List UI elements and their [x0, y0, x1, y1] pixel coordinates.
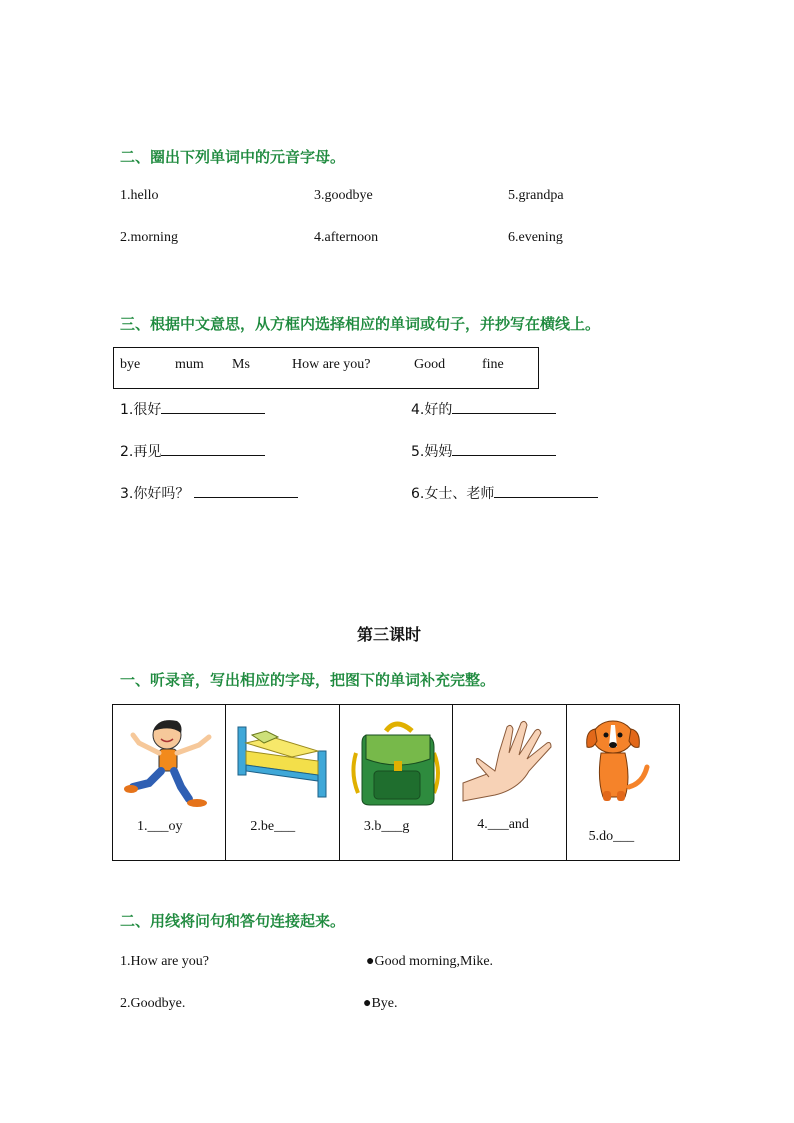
word-choice-box	[113, 347, 539, 389]
answer-2[interactable]: ●Bye.	[363, 996, 398, 1011]
word-label-4: 4.___and	[477, 817, 529, 832]
word-label-2: 2.be___	[250, 819, 296, 834]
lesson3-part1-heading: 一、听录音，写出相应的字母，把图下的单词补充完整。	[120, 671, 496, 689]
vowel-word-1: 1.hello	[120, 188, 159, 203]
picture-cell-boy	[113, 705, 226, 860]
answer-blank[interactable]	[194, 483, 298, 498]
answer-blank[interactable]	[452, 399, 556, 414]
translate-item-2	[120, 441, 265, 461]
translate-item-1	[120, 399, 265, 419]
box-word: mum	[175, 357, 204, 372]
translate-item-3	[120, 483, 298, 503]
translate-item-label: 3.你好吗？	[120, 486, 190, 502]
box-word: How are you?	[292, 357, 371, 372]
question-2: 2.Goodbye.	[120, 996, 186, 1011]
vowel-word-6: 6.evening	[508, 230, 563, 245]
answer-blank[interactable]	[161, 399, 265, 414]
translate-item-label: 2.再见	[120, 444, 162, 460]
vowel-word-3: 3.goodbye	[314, 188, 373, 203]
word-label-3: 3.b___g	[363, 819, 410, 834]
picture-cell-hand	[453, 705, 566, 860]
vowel-word-5: 5.grandpa	[508, 188, 564, 203]
translate-item-4	[411, 399, 556, 419]
hand-icon	[459, 713, 559, 813]
box-word: fine	[482, 357, 504, 372]
vowel-word-2: 2.morning	[120, 230, 178, 245]
picture-cell-bed	[226, 705, 339, 860]
box-word: Good	[414, 357, 446, 372]
vowel-word-4: 4.afternoon	[314, 230, 379, 245]
answer-blank[interactable]	[452, 441, 556, 456]
lesson3-part2-heading: 二、用线将问句和答句连接起来。	[120, 912, 346, 930]
boy-icon	[119, 713, 219, 813]
word-label-1: 1.___oy	[137, 819, 183, 834]
question-1: 1.How are you?	[120, 954, 210, 969]
picture-table	[112, 704, 680, 861]
box-word: Ms	[232, 357, 250, 372]
dog-icon	[573, 713, 673, 813]
translate-item-label: 1.很好	[120, 402, 162, 418]
bag-icon	[346, 713, 446, 813]
answer-blank[interactable]	[161, 441, 265, 456]
bed-icon	[232, 713, 332, 813]
translate-item-6	[411, 483, 598, 503]
section-3-heading: 三、根据中文意思，从方框内选择相应的单词或句子，并抄写在横线上。	[120, 315, 601, 333]
lesson-title: 第三课时	[357, 625, 422, 644]
box-word: bye	[120, 357, 141, 372]
translate-item-label: 6.女士、老师	[411, 486, 495, 502]
word-label-5: 5.do___	[588, 829, 635, 844]
translate-item-label: 4.好的	[411, 402, 453, 418]
translate-item-5	[411, 441, 556, 461]
translate-item-label: 5.妈妈	[411, 444, 453, 460]
answer-blank[interactable]	[494, 483, 598, 498]
section-2-heading: 二、圈出下列单词中的元音字母。	[120, 148, 346, 166]
picture-cell-dog	[567, 705, 679, 860]
answer-1[interactable]: ●Good morning,Mike.	[366, 954, 494, 969]
picture-cell-bag	[340, 705, 453, 860]
